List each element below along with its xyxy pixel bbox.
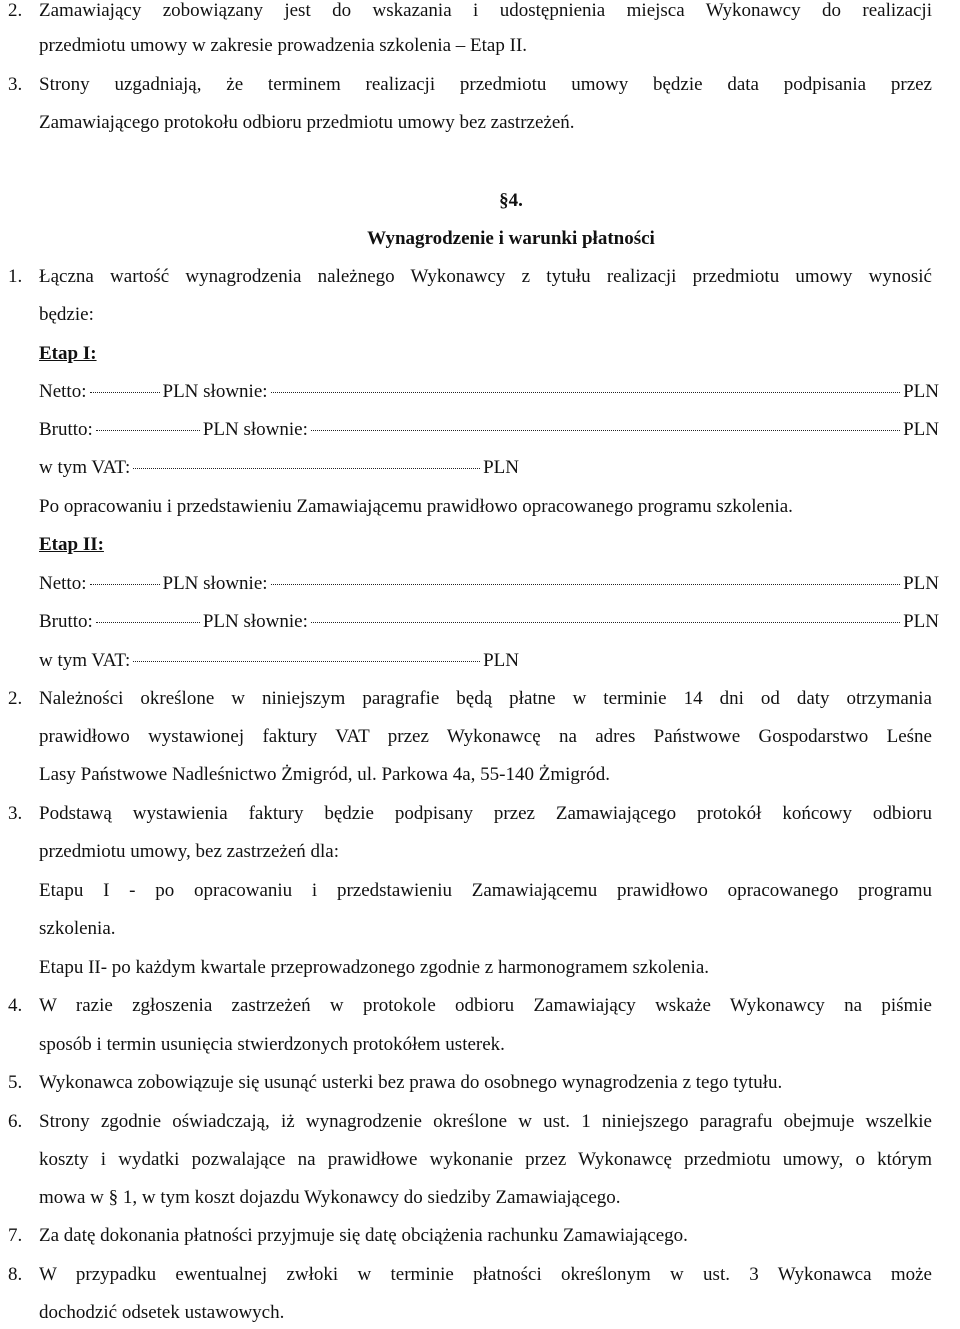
list-item (0, 1223, 960, 1249)
list-item-continuation (0, 1147, 960, 1173)
brutto-label: Brutto: (39, 611, 93, 632)
list-item-continuation (0, 839, 960, 865)
brutto-amount-blank (96, 430, 200, 431)
etap2-vat-row (0, 648, 960, 674)
item-number: 2. (8, 688, 23, 709)
list-item-continuation (0, 762, 960, 788)
vat-label: w tym VAT: (39, 457, 131, 478)
section-title (0, 226, 960, 252)
paragraph-line: Etapu II- po każdym kwartale przeprowadzonego zgodnie z harmonogramem szkolenia. (39, 957, 710, 978)
list-item-continuation (0, 916, 960, 942)
paragraph-line: dochodzić odsetek ustawowych. (39, 1302, 285, 1323)
etap2-heading (0, 532, 960, 558)
list-item-continuation (0, 878, 960, 904)
list-item-continuation (0, 955, 960, 981)
item-number: 2. (8, 0, 23, 21)
list-item (0, 993, 960, 1019)
currency-label: PLN (903, 381, 939, 402)
etap-heading-text: Etap II: (39, 534, 104, 555)
slownie-label: PLN słownie: (202, 419, 308, 440)
paragraph-line: W razie zgłoszenia zastrzeżeń w protokole odbioru Zamawiający wskaże Wykonawcy na piśmie (39, 995, 932, 1016)
etap2-netto-row (0, 571, 960, 597)
paragraph-line: Należności określone w niniejszym paragrafie będą płatne w terminie 14 dni od daty otrzymania (39, 688, 932, 709)
netto-words-blank (271, 392, 901, 393)
paragraph-line: będzie: (39, 304, 94, 325)
currency-label: PLN (903, 573, 939, 594)
etap2-brutto-row (0, 609, 960, 635)
list-item (0, 801, 960, 827)
list-item-continuation (0, 302, 960, 328)
paragraph-line: przedmiotu umowy, bez zastrzeżeń dla: (39, 841, 340, 862)
etap-heading-text: Etap I: (39, 343, 97, 364)
brutto-words-blank (311, 430, 900, 431)
paragraph-line: Etapu I - po opracowaniu i przedstawieniu Zamawiającemu prawidłowo opracowanego programu (39, 880, 932, 901)
vat-amount-blank (133, 661, 480, 662)
list-item (0, 264, 960, 290)
paragraph-line: Po opracowaniu i przedstawieniu Zamawiającemu prawidłowo opracowanego programu szkolenia. (39, 496, 793, 517)
brutto-label: Brutto: (39, 419, 93, 440)
list-item (0, 0, 960, 24)
slownie-label: PLN słownie: (162, 573, 268, 594)
section-number (0, 188, 960, 214)
etap1-heading (0, 341, 960, 367)
currency-label: PLN (483, 650, 519, 671)
etap1-vat-row (0, 455, 960, 481)
brutto-amount-blank (96, 622, 200, 623)
list-item-continuation (0, 1185, 960, 1211)
item-number: 5. (8, 1072, 23, 1093)
paragraph-line: szkolenia. (39, 918, 116, 939)
paragraph-line: W przypadku ewentualnej zwłoki w terminie płatności określonym w ust. 3 Wykonawca może (39, 1264, 932, 1285)
list-item (0, 1262, 960, 1288)
section-number-text: §4. (499, 190, 523, 211)
section-title-text: Wynagrodzenie i warunki płatności (367, 228, 655, 249)
item-number: 3. (8, 803, 23, 824)
paragraph-line: Zamawiającego protokołu odbioru przedmiotu umowy bez zastrzeżeń. (39, 112, 575, 133)
list-item (0, 1109, 960, 1135)
item-number: 3. (8, 74, 23, 95)
paragraph-line: sposób i termin usunięcia stwierdzonych protokółem usterek. (39, 1034, 505, 1055)
paragraph-line: Zamawiający zobowiązany jest do wskazania i udostępnienia miejsca Wykonawcy do realizacji (39, 0, 932, 21)
paragraph-line: prawidłowo wystawionej faktury VAT przez Wykonawcę na adres Państwowe Gospodarstwo Leśne (39, 726, 932, 747)
etap1-netto-row (0, 379, 960, 405)
etap1-brutto-row (0, 417, 960, 443)
slownie-label: PLN słownie: (202, 611, 308, 632)
currency-label: PLN (903, 419, 939, 440)
list-item-continuation (0, 1300, 960, 1326)
paragraph-line: Za datę dokonania płatności przyjmuje się datę obciążenia rachunku Zamawiającego. (39, 1225, 688, 1246)
currency-label: PLN (903, 611, 939, 632)
item-number: 6. (8, 1111, 23, 1132)
paragraph-line: koszty i wydatki pozwalające na prawidłowe wykonanie przez Wykonawcę przedmiotu umowy, o którym (39, 1149, 932, 1170)
paragraph-line: mowa w § 1, w tym koszt dojazdu Wykonawcy do siedziby Zamawiającego. (39, 1187, 621, 1208)
vat-amount-blank (133, 468, 480, 469)
list-item-continuation (0, 724, 960, 750)
item-number: 7. (8, 1225, 23, 1246)
etap1-note (0, 494, 960, 520)
netto-words-blank (271, 584, 901, 585)
list-item (0, 686, 960, 712)
vat-label: w tym VAT: (39, 650, 131, 671)
list-item (0, 72, 960, 98)
item-number: 1. (8, 266, 23, 287)
paragraph-line: Wykonawca zobowiązuje się usunąć usterki bez prawa do osobnego wynagrodzenia z tego tytułu. (39, 1072, 783, 1093)
list-item-continuation (0, 110, 960, 136)
paragraph-line: Strony uzgadniają, że terminem realizacji przedmiotu umowy będzie data podpisania przez (39, 74, 932, 95)
paragraph-line: Lasy Państwowe Nadleśnictwo Żmigród, ul. Parkowa 4a, 55-140 Żmigród. (39, 764, 610, 785)
currency-label: PLN (483, 457, 519, 478)
item-number: 8. (8, 1264, 23, 1285)
list-item-continuation (0, 33, 960, 59)
netto-amount-blank (90, 584, 160, 585)
paragraph-line: Podstawą wystawienia faktury będzie podpisany przez Zamawiającego protokół końcowy odbioru (39, 803, 932, 824)
paragraph-line: Strony zgodnie oświadczają, iż wynagrodzenie określone w ust. 1 niniejszego paragrafu obejmuje wszelkie (39, 1111, 932, 1132)
slownie-label: PLN słownie: (162, 381, 268, 402)
netto-label: Netto: (39, 381, 87, 402)
brutto-words-blank (311, 622, 900, 623)
netto-label: Netto: (39, 573, 87, 594)
paragraph-line: Łączna wartość wynagrodzenia należnego Wykonawcy z tytułu realizacji przedmiotu umowy wynosić (39, 266, 932, 287)
netto-amount-blank (90, 392, 160, 393)
list-item (0, 1070, 960, 1096)
list-item-continuation (0, 1032, 960, 1058)
paragraph-line: przedmiotu umowy w zakresie prowadzenia szkolenia – Etap II. (39, 35, 528, 56)
item-number: 4. (8, 995, 23, 1016)
